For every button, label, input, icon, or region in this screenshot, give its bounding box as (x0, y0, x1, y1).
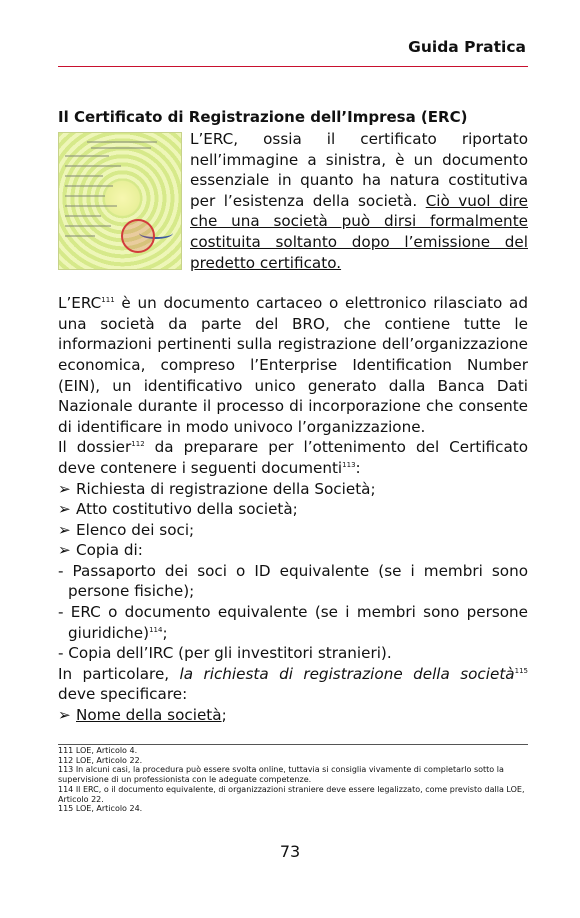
list-item (58, 520, 528, 541)
paragraph-2 (58, 293, 528, 437)
arrow-bullet-icon: ➢ (58, 706, 71, 725)
list-item (58, 479, 528, 500)
paragraph-1-text: L’ERC, ossia il certificato riportato nell’immagine a sinistra, è un documento essenziale in quanto ha natura costitutiva per l’esistenza della società. (190, 130, 528, 210)
arrow-bullet-icon: ➢ (58, 479, 71, 498)
list-item-text: Nome della società (76, 706, 222, 725)
paragraph-1-underlined: Ciò vuol dire che una società può dirsi formalmente costituita soltanto dopo l’emissione del predetto certificato. (190, 191, 529, 272)
list-item (58, 540, 528, 561)
arrow-bullet-icon: ➢ (58, 520, 71, 539)
footnote-ref-112: 112 (131, 440, 145, 449)
list-item (58, 705, 528, 726)
paragraph-4-end: deve specificare: (58, 685, 188, 704)
paragraph-4-italic: la richiesta di registrazione della società (179, 664, 515, 683)
list-item-text: Richiesta di registrazione della Società; (76, 479, 376, 498)
arrow-bullet-icon: ➢ (58, 541, 71, 560)
red-stamp (121, 219, 155, 253)
list-item-end: ; (221, 706, 227, 725)
arrow-bullet-icon: ➢ (58, 500, 71, 519)
sub-list-item: - Copia dell’IRC (per gli investitori stranieri). (58, 644, 392, 663)
footnote-ref-113: 113 (342, 460, 356, 469)
paragraph-3 (58, 437, 528, 478)
list-item-text: Atto costitutivo della società; (76, 500, 298, 519)
footnote-ref-111: 111 (101, 296, 115, 305)
paragraph-4 (58, 664, 528, 705)
footnote-ref-115: 115 (514, 666, 528, 675)
sub-list-item-end: ; (162, 623, 168, 642)
paragraph-3-mid: da preparare per l’ottenimento del Certificato deve contenere i seguenti documenti (58, 438, 529, 477)
erc-certificate-image (58, 132, 182, 270)
list-item (58, 499, 528, 520)
list-item-text: Elenco dei soci; (76, 520, 195, 539)
paragraph-4-start: In particolare, (58, 664, 180, 683)
paragraph-3-start: Il dossier (58, 438, 132, 457)
footnote: 112 LOE, Articolo 22. (58, 755, 143, 765)
paragraph-2-start: L’ERC (58, 294, 102, 313)
page-number: 73 (279, 842, 301, 861)
header-title: Guida Pratica (408, 38, 526, 56)
sub-list-item-text: - ERC o documento equivalente (se i membri sono persone giuridiche) (58, 603, 528, 642)
footnote-ref-114: 114 (149, 625, 163, 634)
footnote: 114 Il ERC, o il documento equivalente, di organizzazioni straniere deve essere legalizzato, come previsto dalla LOE, Articolo 22. (58, 784, 525, 804)
paragraph-3-end: : (355, 458, 361, 477)
footnotes (58, 744, 528, 814)
section-title: Il Certificato di Registrazione dell’Impresa (ERC) (58, 108, 468, 126)
main-content (58, 108, 528, 726)
footnote: 113 In alcuni casi, la procedura può essere svolta online, tuttavia si consiglia vivamente di completarlo sotto la supervisione di un professionista con le adeguate competenze. (58, 765, 504, 785)
list-item-text: Copia di: (76, 541, 143, 560)
paragraph-2-text: è un documento cartaceo o elettronico rilasciato ad una società da parte del BRO, che contiene tutte le informazioni pertinenti sulla registrazione dell’organizzazione economica, compreso l’Enterprise Identification Number (EIN), un identificativo unico generato dalla Banca Dati Nazionale durante il processo di incorporazione che consente di identificare in modo univoco l’organizzazione. (58, 294, 528, 436)
sub-list-item: - Passaporto dei soci o ID equivalente (se i membri sono persone fisiche); (58, 561, 528, 601)
page-header (58, 36, 528, 67)
footnote: 115 LOE, Articolo 24. (58, 804, 143, 814)
footnote: 111 LOE, Articolo 4. (58, 746, 138, 755)
sub-list-item (58, 602, 528, 643)
